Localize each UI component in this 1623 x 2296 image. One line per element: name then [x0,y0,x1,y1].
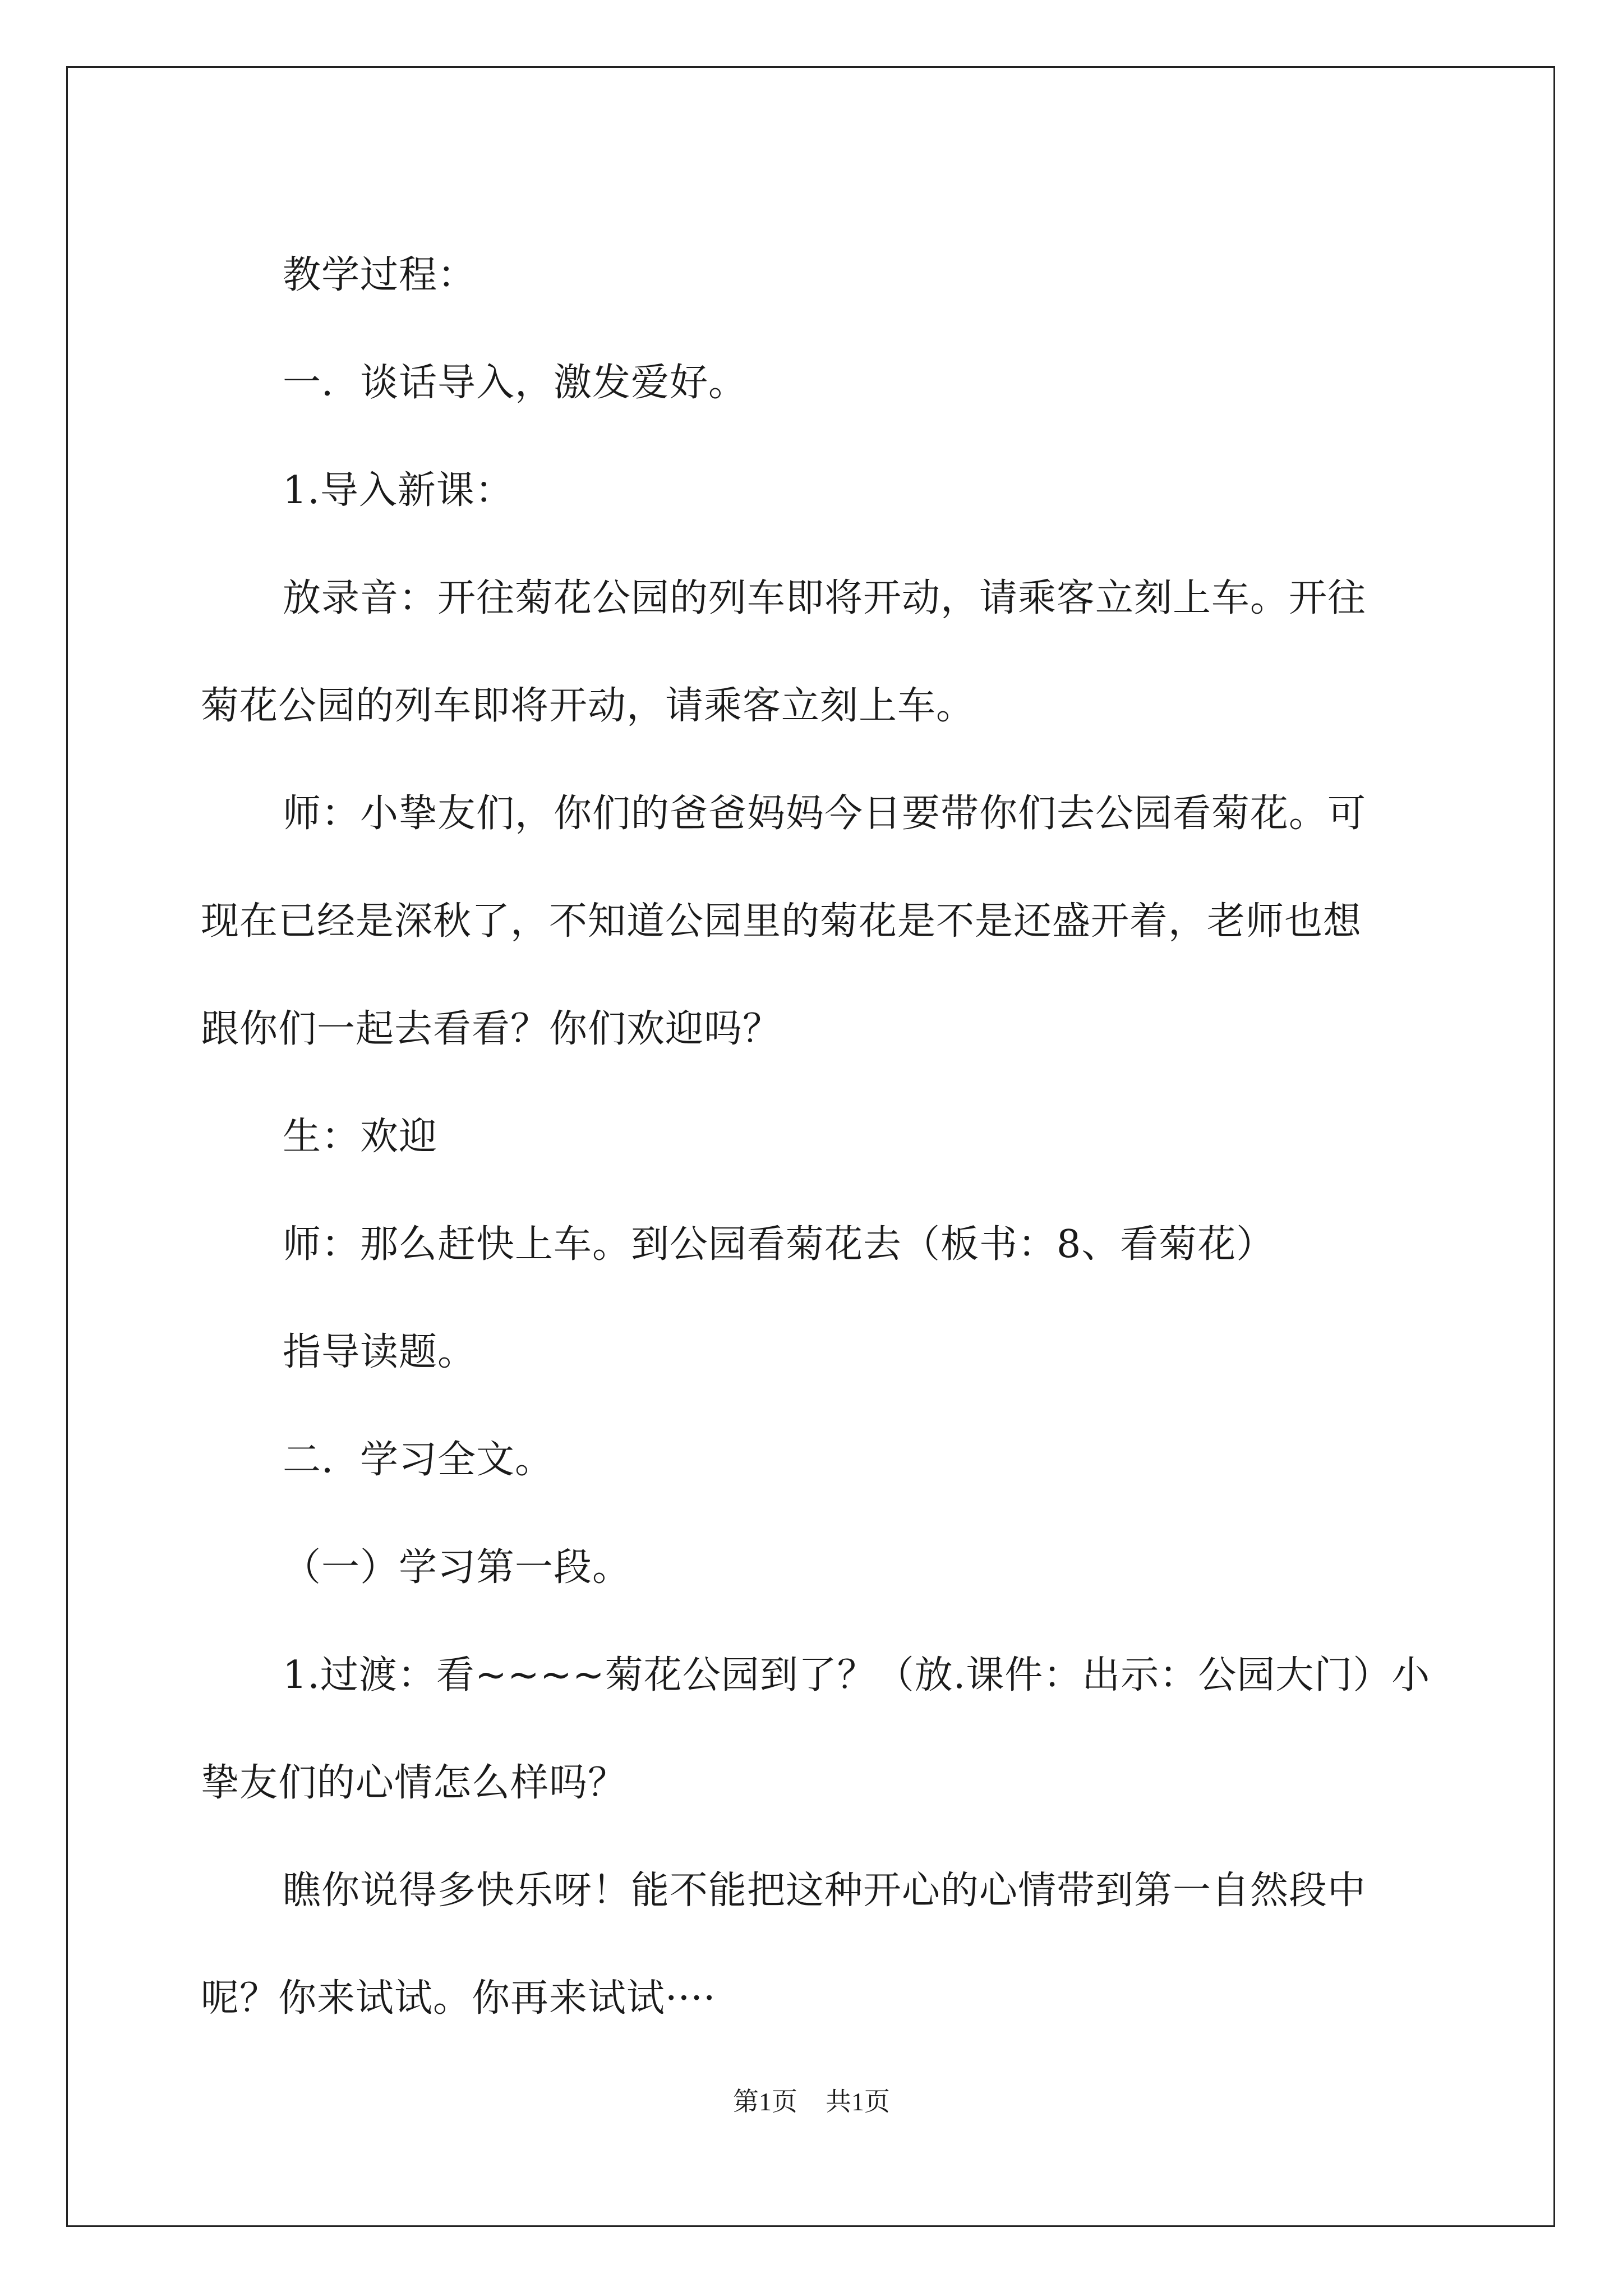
paragraph-line: 放录音：开往菊花公园的列车即将开动，请乘客立刻上车。开往 [283,576,1367,620]
paragraph-line: 教学过程： [283,253,477,297]
paragraph-line: 指导读题。 [283,1330,477,1374]
paragraph-line: 跟你们一起去看看？你们欢迎吗？ [201,1007,782,1051]
paragraph-line: 师：小挚友们，你们的爸爸妈妈今日要带你们去公园看菊花。可 [283,792,1367,836]
page-footer [0,2085,1623,2119]
paragraph-line: （一）学习第一段。 [283,1545,631,1590]
paragraph-line: 1.过渡：看~~~~菊花公园到了？（放.课件：出示：公园大门）小 [283,1653,1431,1697]
paragraph-line: 生：欢迎 [283,1115,438,1159]
paragraph-line: 呢？你来试试。你再来试试···· [201,1976,716,2021]
paragraph-line: 现在已经是深秋了，不知道公园里的菊花是不是还盛开着，老师也想 [201,899,1362,944]
paragraph-line: 师：那么赶快上车。到公园看菊花去（板书：8、看菊花） [283,1222,1275,1267]
page-current-label: 第1页 [733,2087,797,2116]
paragraph-line: 1.导入新课： [283,468,514,513]
paragraph-line: 挚友们的心情怎么样吗？ [201,1761,627,1805]
paragraph-line: 一．谈话导入，激发爱好。 [283,361,748,405]
page-total-label: 共1页 [826,2087,890,2116]
paragraph-line: 菊花公园的列车即将开动，请乘客立刻上车。 [201,684,975,728]
paragraph-line: 瞧你说得多快乐呀！能不能把这种开心的心情带到第一自然段中 [283,1869,1367,1913]
document-body [201,222,1431,2053]
paragraph-line: 二．学习全文。 [283,1438,554,1482]
